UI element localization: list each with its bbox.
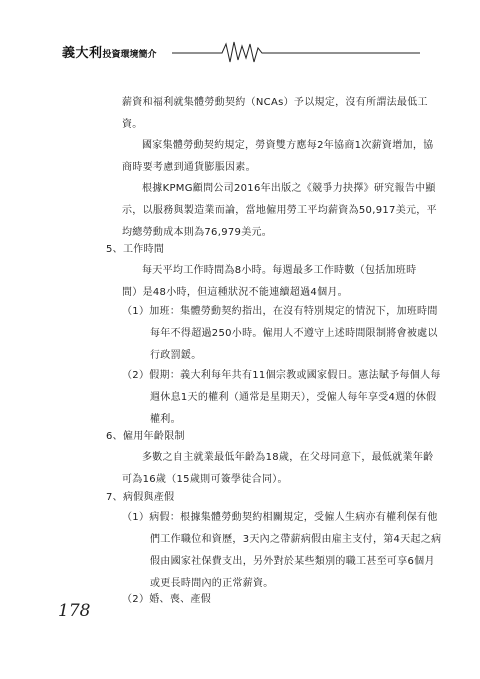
text-line: （2）假期：義大利每年共有11個宗教或國家假日。憲法賦予每個人每: [122, 370, 441, 381]
text-line: 假由國家社保費支出，另外對於某些類別的職工甚至可享6個月: [150, 556, 435, 567]
text-line: 資。: [122, 119, 143, 130]
paragraph-overtime: [122, 301, 438, 367]
paragraph-marriage-funeral-maternity: [122, 589, 211, 611]
text-line: 國家集體勞動契約規定，勞資雙方應每2年協商1次薪資增加，協: [142, 140, 434, 151]
paragraph-wages: [122, 92, 428, 136]
paragraph-holidays: [122, 365, 441, 431]
text-line: 或更長時間內的正常薪資。: [150, 578, 274, 589]
paragraph-age-limit: [122, 447, 433, 491]
text-line: 薪資和福利就集體勞動契約（NCAs）予以規定，沒有所謂法最低工: [122, 97, 428, 108]
text-line: 商時要考慮到通貨膨脹因素。: [122, 162, 256, 173]
section-heading-age-limit: 6、僱用年齡限制: [106, 431, 185, 442]
page-number: 178: [58, 601, 91, 621]
text-line: （2）婚、喪、產假: [122, 594, 212, 605]
text-line: 示，以服務與製造業而論，當地僱用勞工平均薪資為50,917美元，平: [122, 205, 437, 216]
text-line: 們工作職位和資歷，3天內之帶薪病假由雇主支付，第4天起之病: [150, 534, 442, 545]
section-heading-working-hours: 5、工作時間: [106, 244, 165, 255]
text-line: 行政罰鍰。: [150, 350, 202, 361]
header-title-sub: 投資環境簡介: [102, 50, 157, 60]
text-line: （1）病假：根據集體勞動契約相關規定，受僱人生病亦有權利保有他: [122, 512, 438, 523]
text-line: 多數之自主就業最低年齡為18歲，在父母同意下，最低就業年齡: [142, 452, 434, 463]
header-title-main: 義大利: [62, 46, 103, 61]
text-line: 週休息1天的權利（通常是星期天），受僱人每年享受4週的休假: [150, 392, 437, 403]
text-line: 根據KPMG顧問公司2016年出版之《競爭力抉擇》研究報告中顯: [142, 183, 436, 194]
header-title: [62, 42, 157, 61]
paragraph-working-hours: [122, 260, 416, 304]
paragraph-wage-negotiation: [122, 135, 433, 179]
section-heading-sick-maternity-leave: 7、病假與產假: [106, 492, 175, 503]
paragraph-kpmg: [122, 178, 437, 244]
text-line: 均總勞動成本則為76,979美元。: [122, 227, 273, 238]
running-header: [0, 36, 480, 66]
paragraph-sick-leave: [122, 507, 441, 595]
text-line: （1）加班：集體勞動契約指出，在沒有特別規定的情況下，加班時間: [122, 306, 438, 317]
text-line: 每年不得超過250小時。僱用人不遵守上述時間限制將會被處以: [150, 328, 438, 339]
text-line: 每天平均工作時間為8小時。每週最多工作時數（包括加班時: [142, 265, 417, 276]
text-line: 可為16歲（15歲則可簽學徒合同）。: [122, 474, 288, 485]
text-line: 權利。: [150, 414, 181, 425]
text-line: 間）是48小時，但這種狀況不能連續超過4個月。: [122, 287, 348, 298]
